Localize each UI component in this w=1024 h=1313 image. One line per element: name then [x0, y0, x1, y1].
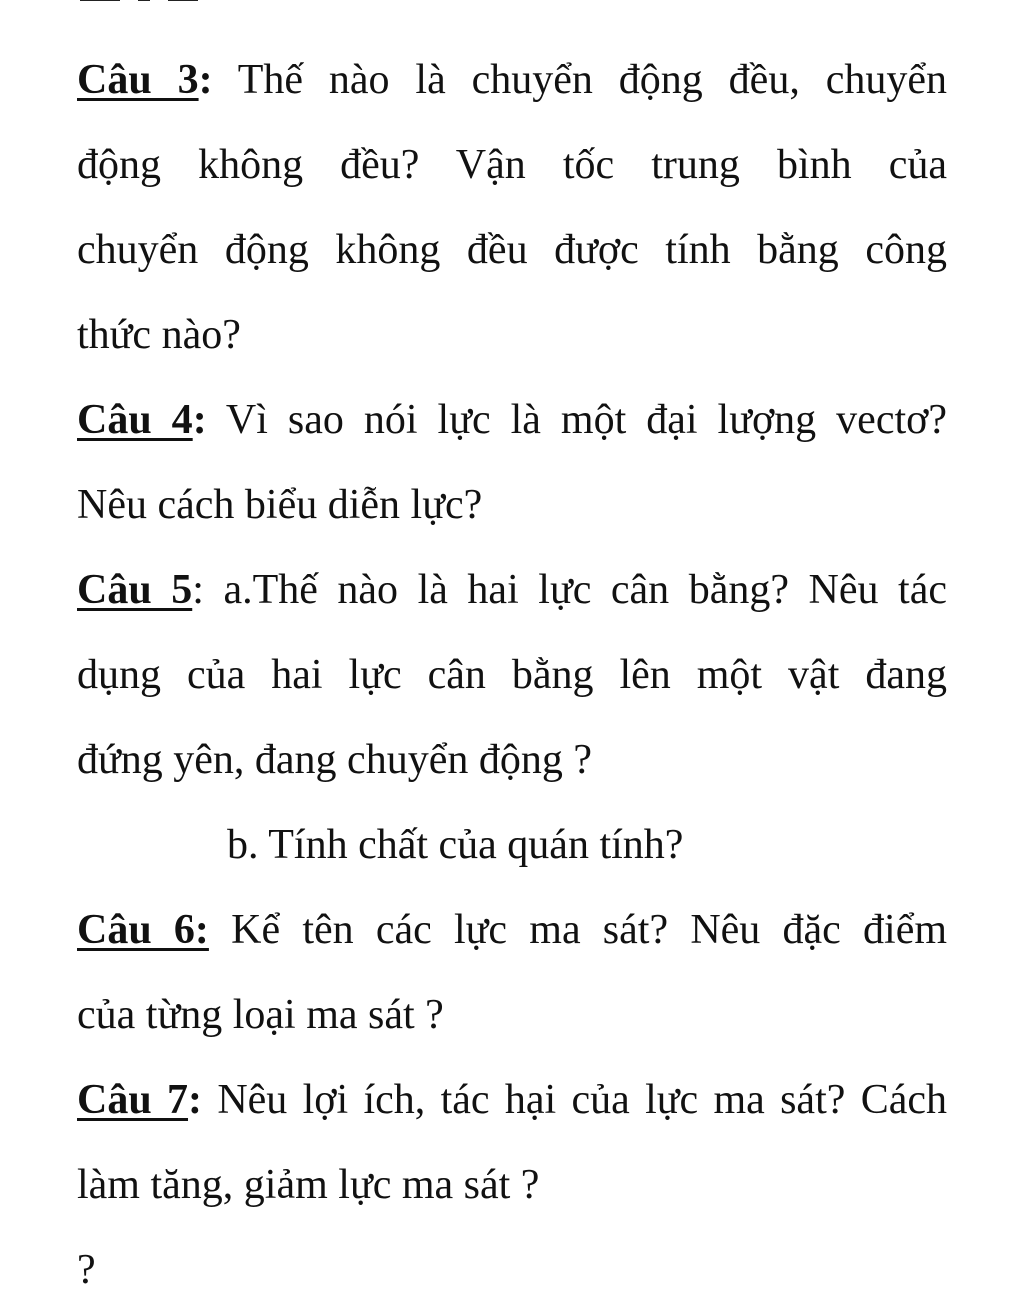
question-7-line-1	[77, 1058, 947, 1143]
question-6	[77, 888, 947, 1058]
question-3-colon: :	[198, 57, 213, 103]
question-4	[77, 378, 947, 548]
question-6-label: Câu 6:	[77, 907, 209, 953]
question-3-text-1: Thế nào là chuyển động đều, chuyển	[212, 57, 947, 103]
question-5-line-2: dụng của hai lực cân bằng lên một vật đang	[77, 652, 947, 698]
question-4-line-2: Nêu cách biểu diễn lực?	[77, 482, 483, 528]
question-3-label: Câu 3	[77, 57, 199, 103]
question-3-line-2: động không đều? Vận tốc trung bình của	[77, 142, 947, 188]
question-7-colon: :	[188, 1077, 203, 1123]
question-3-line-1	[77, 38, 947, 123]
question-5-part-b: b. Tính chất của quán tính?	[227, 822, 684, 868]
question-4-colon: :	[192, 397, 207, 443]
question-5-label: Câu 5	[77, 567, 193, 613]
question-6-text-1: Kể tên các lực ma sát? Nêu đặc điểm	[208, 907, 947, 953]
question-5-line-1	[77, 548, 947, 633]
question-5-line-3: đứng yên, đang chuyển động ?	[77, 737, 592, 783]
document-page	[77, 38, 947, 1313]
question-4-label: Câu 4	[77, 397, 193, 443]
question-4-line-1	[77, 378, 947, 463]
question-7	[77, 1058, 947, 1228]
cropped-previous-line	[80, 0, 280, 6]
question-7-text-1: Nêu lợi ích, tác hại của lực ma sát? Cách	[202, 1077, 947, 1123]
question-6-line-1	[77, 888, 947, 973]
question-4-text-1: Vì sao nói lực là một đại lượng vectơ?	[206, 397, 947, 443]
question-3-line-4: thức nào?	[77, 312, 241, 358]
question-5	[77, 548, 947, 888]
question-5-colon: :	[192, 567, 204, 613]
question-5-text-1: a.Thế nào là hai lực cân bằng? Nêu tác	[203, 567, 947, 613]
question-7-label: Câu 7	[77, 1077, 189, 1123]
trailing-question-mark: ?	[77, 1247, 96, 1293]
question-6-line-2: của từng loại ma sát ?	[77, 992, 444, 1038]
question-3	[77, 38, 947, 378]
question-7-line-2: làm tăng, giảm lực ma sát ?	[77, 1162, 540, 1208]
question-3-line-3: chuyển động không đều được tính bằng công	[77, 227, 947, 273]
